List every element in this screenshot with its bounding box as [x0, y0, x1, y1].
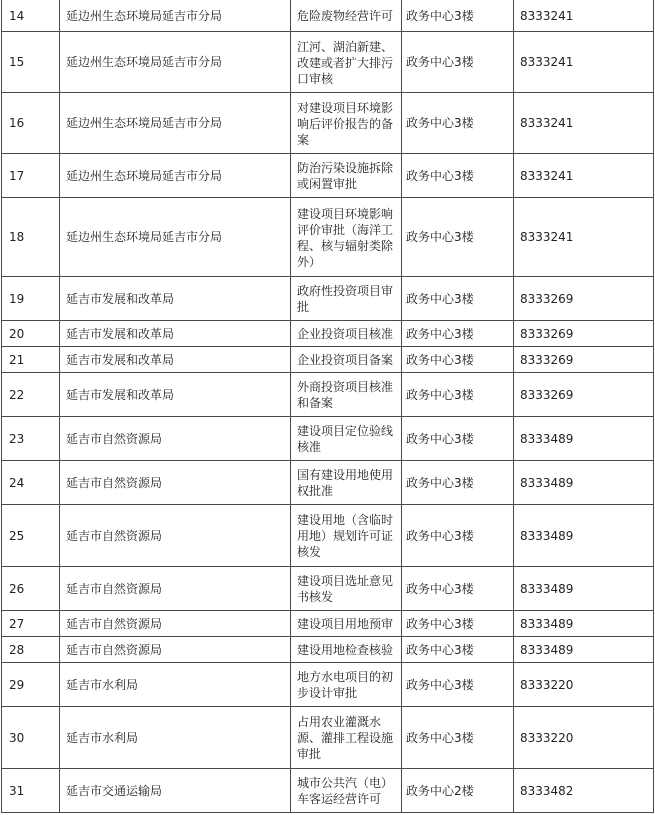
phone-cell: 8333489: [514, 567, 654, 611]
location-cell: 政务中心3楼: [402, 321, 514, 347]
table-row: [2, 198, 654, 277]
service-item-cell: 占用农业灌溉水源、灌排工程设施审批: [291, 707, 402, 769]
row-number: 26: [2, 567, 60, 611]
row-number: 14: [2, 0, 60, 32]
department-cell: 延吉市发展和改革局: [60, 277, 291, 321]
department-cell: 延边州生态环境局延吉市分局: [60, 198, 291, 277]
phone-cell: 8333489: [514, 461, 654, 505]
location-cell: 政务中心3楼: [402, 154, 514, 198]
location-cell: 政务中心3楼: [402, 461, 514, 505]
department-cell: 延吉市自然资源局: [60, 611, 291, 637]
service-item-cell: 国有建设用地使用权批准: [291, 461, 402, 505]
row-number: 30: [2, 707, 60, 769]
phone-cell: 8333241: [514, 198, 654, 277]
row-number: 24: [2, 461, 60, 505]
phone-cell: 8333489: [514, 417, 654, 461]
table-row: [2, 637, 654, 663]
table-row: [2, 154, 654, 198]
row-number: 18: [2, 198, 60, 277]
service-item-cell: 江河、湖泊新建、改建或者扩大排污口审核: [291, 32, 402, 93]
department-cell: 延边州生态环境局延吉市分局: [60, 93, 291, 154]
location-cell: 政务中心3楼: [402, 198, 514, 277]
service-items-table: [1, 0, 654, 813]
service-item-cell: 建设项目环境影响评价审批（海洋工程、核与辐射类除外）: [291, 198, 402, 277]
department-cell: 延吉市发展和改革局: [60, 373, 291, 417]
location-cell: 政务中心3楼: [402, 32, 514, 93]
table-row: [2, 277, 654, 321]
service-item-cell: 外商投资项目核准和备案: [291, 373, 402, 417]
table-body: [2, 0, 654, 813]
location-cell: 政务中心3楼: [402, 707, 514, 769]
phone-cell: 8333489: [514, 637, 654, 663]
service-item-cell: 建设用地（含临时用地）规划许可证核发: [291, 505, 402, 567]
location-cell: 政务中心2楼: [402, 769, 514, 813]
table-row: [2, 321, 654, 347]
row-number: 31: [2, 769, 60, 813]
service-item-cell: 地方水电项目的初步设计审批: [291, 663, 402, 707]
department-cell: 延吉市发展和改革局: [60, 347, 291, 373]
row-number: 27: [2, 611, 60, 637]
service-item-cell: 危险废物经营许可: [291, 0, 402, 32]
table-row: [2, 373, 654, 417]
department-cell: 延边州生态环境局延吉市分局: [60, 0, 291, 32]
row-number: 29: [2, 663, 60, 707]
phone-cell: 8333269: [514, 373, 654, 417]
table-row: [2, 707, 654, 769]
phone-cell: 8333489: [514, 505, 654, 567]
table-row: [2, 663, 654, 707]
table-row: [2, 0, 654, 32]
service-item-cell: 建设项目定位验线核准: [291, 417, 402, 461]
phone-cell: 8333220: [514, 663, 654, 707]
service-item-cell: 建设项目选址意见书核发: [291, 567, 402, 611]
table-row: [2, 769, 654, 813]
location-cell: 政务中心3楼: [402, 373, 514, 417]
location-cell: 政务中心3楼: [402, 663, 514, 707]
service-item-cell: 企业投资项目核准: [291, 321, 402, 347]
service-item-cell: 防治污染设施拆除或闲置审批: [291, 154, 402, 198]
row-number: 17: [2, 154, 60, 198]
location-cell: 政务中心3楼: [402, 611, 514, 637]
table-row: [2, 611, 654, 637]
table-row: [2, 461, 654, 505]
phone-cell: 8333220: [514, 707, 654, 769]
department-cell: 延吉市发展和改革局: [60, 321, 291, 347]
service-item-cell: 建设用地检查核验: [291, 637, 402, 663]
row-number: 28: [2, 637, 60, 663]
phone-cell: 8333269: [514, 347, 654, 373]
table-row: [2, 505, 654, 567]
row-number: 20: [2, 321, 60, 347]
department-cell: 延边州生态环境局延吉市分局: [60, 32, 291, 93]
location-cell: 政务中心3楼: [402, 347, 514, 373]
service-item-cell: 政府性投资项目审批: [291, 277, 402, 321]
service-item-cell: 对建设项目环境影响后评价报告的备案: [291, 93, 402, 154]
service-item-cell: 建设项目用地预审: [291, 611, 402, 637]
row-number: 15: [2, 32, 60, 93]
phone-cell: 8333241: [514, 32, 654, 93]
row-number: 22: [2, 373, 60, 417]
table-row: [2, 32, 654, 93]
row-number: 19: [2, 277, 60, 321]
location-cell: 政务中心3楼: [402, 93, 514, 154]
department-cell: 延吉市水利局: [60, 707, 291, 769]
row-number: 16: [2, 93, 60, 154]
row-number: 23: [2, 417, 60, 461]
table-row: [2, 417, 654, 461]
service-item-cell: 城市公共汽（电）车客运经营许可: [291, 769, 402, 813]
location-cell: 政务中心3楼: [402, 417, 514, 461]
location-cell: 政务中心3楼: [402, 505, 514, 567]
phone-cell: 8333241: [514, 0, 654, 32]
row-number: 21: [2, 347, 60, 373]
table-row: [2, 347, 654, 373]
location-cell: 政务中心3楼: [402, 0, 514, 32]
department-cell: 延吉市自然资源局: [60, 417, 291, 461]
department-cell: 延吉市自然资源局: [60, 461, 291, 505]
department-cell: 延吉市自然资源局: [60, 637, 291, 663]
location-cell: 政务中心3楼: [402, 637, 514, 663]
service-item-cell: 企业投资项目备案: [291, 347, 402, 373]
department-cell: 延吉市自然资源局: [60, 505, 291, 567]
phone-cell: 8333489: [514, 611, 654, 637]
phone-cell: 8333269: [514, 321, 654, 347]
table-row: [2, 567, 654, 611]
phone-cell: 8333269: [514, 277, 654, 321]
phone-cell: 8333241: [514, 93, 654, 154]
phone-cell: 8333241: [514, 154, 654, 198]
department-cell: 延边州生态环境局延吉市分局: [60, 154, 291, 198]
department-cell: 延吉市自然资源局: [60, 567, 291, 611]
location-cell: 政务中心3楼: [402, 567, 514, 611]
department-cell: 延吉市交通运输局: [60, 769, 291, 813]
department-cell: 延吉市水利局: [60, 663, 291, 707]
row-number: 25: [2, 505, 60, 567]
table-row: [2, 93, 654, 154]
phone-cell: 8333482: [514, 769, 654, 813]
location-cell: 政务中心3楼: [402, 277, 514, 321]
